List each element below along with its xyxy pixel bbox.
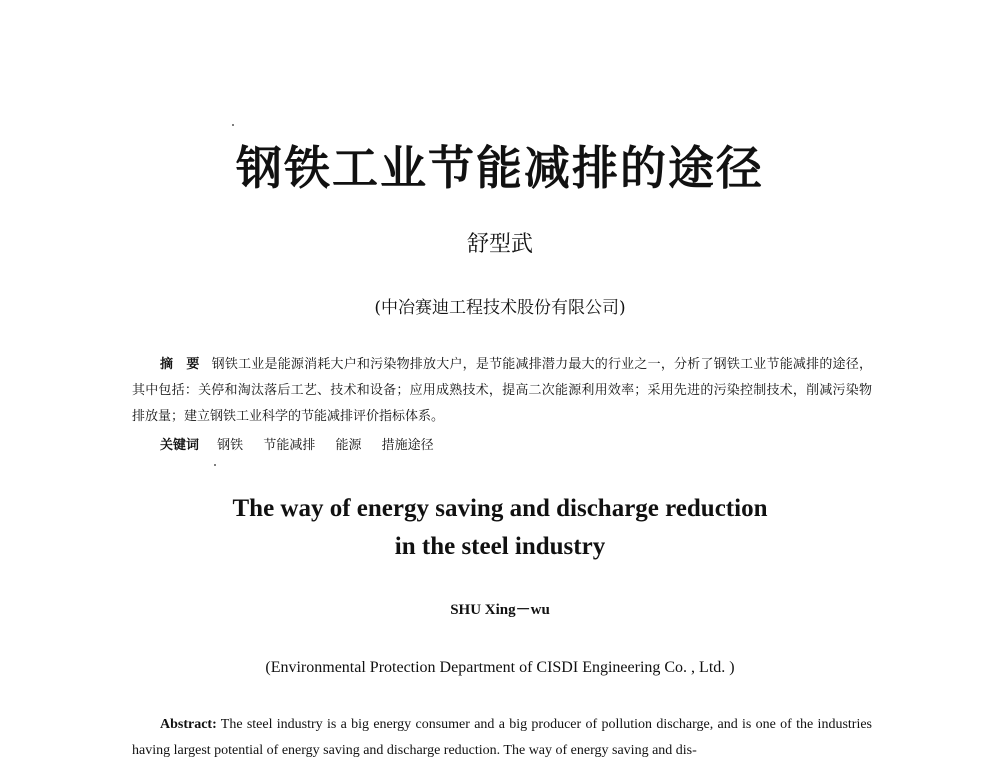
- scan-speck: [214, 464, 216, 466]
- scan-speck: [232, 124, 234, 126]
- chinese-author: 舒型武: [466, 232, 533, 257]
- chinese-abstract: [132, 352, 872, 430]
- chinese-abstract-label: 摘 要: [160, 357, 200, 372]
- keyword: 节能减排: [263, 438, 316, 453]
- english-title-line-1: The way of energy saving and discharge reduction: [232, 495, 768, 522]
- chinese-abstract-text: 钢铁工业是能源消耗大户和污染物排放大户，是节能减排潜力最大的行业之一，分析了钢铁工业节能减排的途径，其中包括：关停和淘汰落后工艺、技术和设备；应用成熟技术，提高二次能源利用效率；采用先进的污染控制技术，削减污染物排放量；建立钢铁工业科学的节能减排评价指标体系。: [132, 357, 872, 424]
- english-abstract: [132, 712, 872, 764]
- english-abstract-label: Abstract:: [160, 717, 217, 732]
- english-abstract-text: The steel industry is a big energy consumer and a big producer of pollution discharge, and is one of the industries having largest potential of energy saving and discharge reduction. The way of energy saving and dis-: [132, 717, 872, 758]
- english-author: SHU Xing－wu: [450, 602, 550, 618]
- keyword: 能源: [335, 438, 362, 453]
- english-title: [0, 490, 1000, 566]
- english-affiliation: (Environmental Protection Department of CISDI Engineering Co. , Ltd. ): [265, 659, 735, 676]
- chinese-keywords: [160, 434, 860, 458]
- keyword: 钢铁: [217, 438, 244, 453]
- english-title-line-2: in the steel industry: [394, 533, 606, 560]
- chinese-affiliation: (中冶赛迪工程技术股份有限公司): [374, 298, 626, 318]
- keyword: 措施途径: [381, 438, 434, 453]
- chinese-keywords-label: 关键词: [160, 438, 200, 453]
- chinese-title: 钢铁工业节能减排的途径: [236, 141, 764, 195]
